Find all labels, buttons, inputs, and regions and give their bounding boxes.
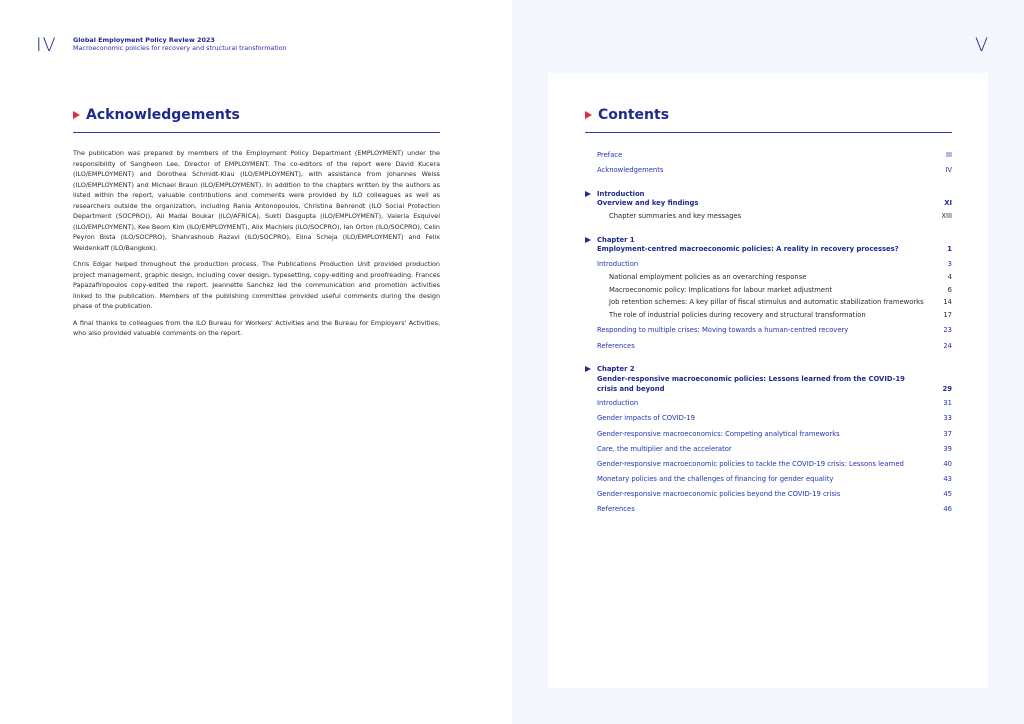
ack-paragraph-1: The publication was prepared by members of the Employment Policy Department (EMPLOYMENT) under the responsibility of Sangheon Lee, Director of EMPLOYMENT. The co-editors of the report were David Kucera (ILO/EMPLOYMENT) and Dorothea Schmidt-Klau (ILO/EMPLOYMENT), with assistance from Johannes Weiss (ILO/EMPLOYMENT) and Michael Braun (ILO/EMPLOYMENT). In addition to the chapters written by the authors as listed within the report, valuable contributions and comments were provided by ILO colleagues as well as researchers outside the organization, including Rania Antonopoulos, Christina Behrendt (ILO Social Protection Department (SOCPRO)), Ali Madai Boukar (ILO/AFRICA), Sukti Dasgupta (ILO/EMPLOYMENT), Valeria Esquivel (ILO/EMPLOYMENT), Kee Beom Kim (ILO/EMPLOYMENT), Alix Machiels (ILO/SOCPRO), Ian Orton (ILO/SOCPRO), Celin Peyron Bista (ILO/SOCPRO), Shahrashoub Razavi (ILO/SOCPRO), Elina Scheja (ILO/EMPLOYMENT) and Felix Weidenkaff (ILO/Bangkok). — [73, 149, 440, 252]
contents-title: Contents — [598, 107, 670, 123]
chapter-2-title-line1[interactable]: Gender-responsive macroeconomic policies: Lessons learned from the COVID-19 — [597, 375, 905, 383]
ack-paragraph-3: A final thanks to colleagues from the ILO Bureau for Workers' Activities and the Bureau for Employers' Activities, who also provided valuable comments on the report. — [73, 318, 440, 337]
chapter-triangle-icon — [585, 366, 591, 372]
acknowledgements-body — [73, 148, 440, 345]
acknowledgements-heading — [73, 107, 240, 123]
red-triangle-icon — [585, 111, 592, 119]
running-head — [73, 36, 287, 52]
heading-rule-left — [73, 132, 440, 133]
running-head-title: Global Employment Policy Review 2023 — [73, 36, 215, 44]
running-head-subtitle: Macroeconomic policies for recovery and structural transformation — [73, 44, 287, 52]
page-number-left: IV — [36, 34, 57, 56]
acknowledgements-title: Acknowledgements — [86, 107, 240, 123]
chapter-triangle-icon — [585, 237, 591, 243]
contents-heading — [585, 107, 669, 123]
chapter-triangle-icon — [585, 191, 591, 197]
heading-rule-right — [585, 132, 952, 133]
page-number-right: V — [975, 34, 989, 56]
chapter-2-label: Chapter 2 — [597, 365, 635, 373]
ack-paragraph-2: Chris Edgar helped throughout the production process. The Publications Production Unit provided production project management, graphic design, including cover design, typesetting, copy-editing and proofreading. Frances Papazafiropoulos copy-edited the report. Jeannette Sanchez led the communication and promotion activities linked to the publication. Members of the publishing committee provided useful comments during the design phase of the publication. — [73, 260, 440, 310]
intro-label: Introduction — [597, 190, 645, 198]
red-triangle-icon — [73, 111, 80, 119]
book-spread: IV V Global Employment Policy Review 2023 Macroeconomic policies for recovery and structural transformation Acknowledgements The publication was prepared by members of the Employment Policy Department (EMPLOYMENT) under the responsibility of Sangheon Lee, Director of EMPLOYMENT. The co-editors of the report were David Kucera (ILO/EMPLOYMENT) and Dorothea Schmidt-Klau (ILO/EMPLOYMENT), with assistance from Johannes Weiss (ILO/EMPLOYMENT) and Michael Braun (ILO/EMPLOYMENT). In addition to the chapters written by the authors as listed within the report, valuable contributions and comments were provided by ILO colleagues as well as researchers outside the organization, including Rania Antonopoulos, Christina Behrendt (ILO Social Protection Department (SOCPRO)), Ali Madai Boukar (ILO/AFRICA), Sukti Dasgupta (ILO/EMPLOYMENT), Valeria Esquivel (ILO/EMPLOYMENT), Kee Beom Kim (ILO/EMPLOYMENT), Alix Machiels (ILO/SOCPRO), Ian Orton (ILO/SOCPRO), Celin Peyron Bista (ILO/SOCPRO), Shahrashoub Razavi (ILO/SOCPRO), Elina Scheja (ILO/EMPLOYMENT) and Felix Weidenkaff (ILO/Bangkok). Chris Edgar helped throughout the production process. The Publications Production Unit provided production project management, graphic design, including cover design, typesetting, copy-editing and proofreading. Frances Papazafiropoulos copy-edited the report. Jeannette Sanchez led the communication and promotion activities linked to the publication. Members of the publishing committee provided useful comments during the design phase of the publication. A final thanks to colleagues from the ILO Bureau for Workers' Activities and the Bureau for Employers' Activities, who also provided valuable comments on the report. Contents Preface III Acknowledgements IV Introduction Overview and key findings XI Chapter summaries and key messages XIII Chapter 1 Employment-centred macroeconomic policies: A reality in recovery processes? 1 Introduction 3 National employment policies as an overarching response 4 Macroeconomic policy: Implications for labour market adjustment 6 Job retention schemes: A key pillar of fiscal stimulus and automatic stabilization frameworks 14 The role of industrial policies during recovery and structural transformation 17 Responding to multiple crises: Moving towards a human-centred recovery 23 References 24 Chapter 2 Gender-responsive macroeconomic policies: Lessons learned from the COVID-19 crisis and beyond 29 Introduction 31 Gender impacts of COVID-19 33 Gender-responsive macroeconomics: Competing analytical frameworks 37 Care, the multiplier and the accelerator 39 Gender-responsive macroeconomic policies to tackle the COVID-19 crisis: Lessons learned 40 Monetary policies and the challenges of financing for gender equality 43 Gender-responsive macroeconomic policies beyond the COVID-19 crisis 45 References 46 — [0, 0, 1024, 724]
chapter-1-label: Chapter 1 — [597, 236, 635, 244]
